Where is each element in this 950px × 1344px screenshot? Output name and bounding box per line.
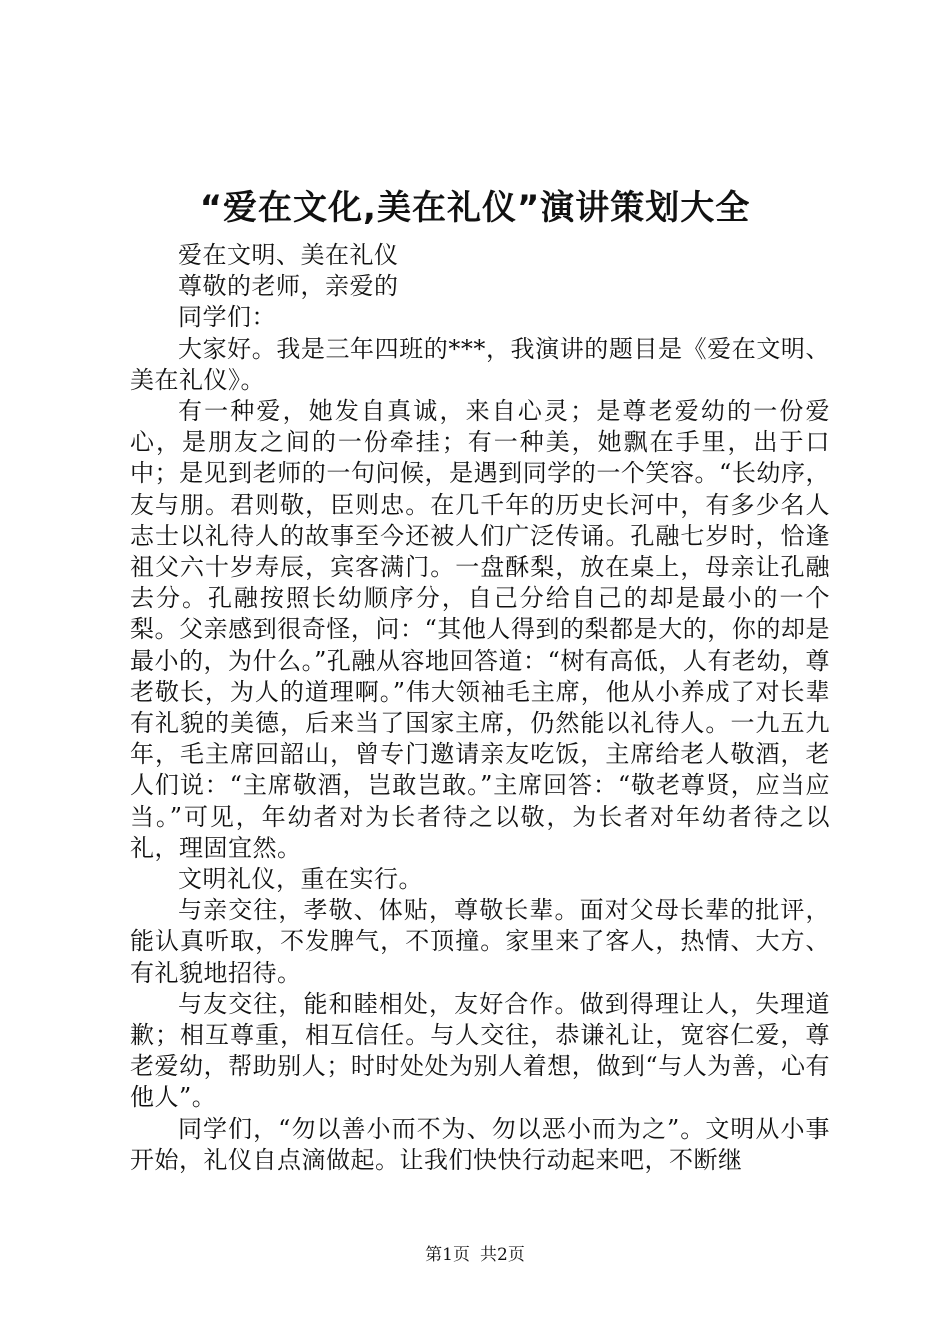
paragraph: 同学们： bbox=[178, 303, 276, 332]
paragraph: 文明礼仪，重在实行。 bbox=[178, 865, 423, 894]
paragraph: 尊敬的老师，亲爱的 bbox=[178, 272, 399, 301]
page-number: 第1页 bbox=[425, 1245, 470, 1265]
paragraph: 与友交往，能和睦相处，友好合作。做到得理让人，失理道歉；相互尊重，相互信任。与人交往，恭谦礼让，宽容仁爱，尊老爱幼，帮助别人；时时处处为别人着想，做到“与人为善，心有他人”。 bbox=[130, 989, 830, 1112]
paragraph: 同学们，“勿以善小而不为、勿以恶小而为之”。文明从小事开始，礼仪自点滴做起。让我们快快行动起来吧，不断继 bbox=[130, 1114, 830, 1174]
paragraph: 与亲交往，孝敬、体贴，尊敬长辈。面对父母长辈的批评，能认真听取，不发脾气，不顶撞。家里来了客人，热情、大方、有礼貌地招待。 bbox=[130, 896, 830, 987]
document-title: “爱在文化,美在礼仪”演讲策划大全 bbox=[199, 188, 751, 228]
paragraph: 爱在文明、美在礼仪 bbox=[178, 241, 399, 269]
page-total: 共2页 bbox=[480, 1245, 525, 1265]
document-body bbox=[130, 240, 830, 1176]
page-footer bbox=[0, 1243, 950, 1267]
paragraph: 大家好。我是三年四班的***，我演讲的题目是《爱在文明、美在礼仪》。 bbox=[130, 334, 830, 394]
paragraph: 有一种爱，她发自真诚，来自心灵；是尊老爱幼的一份爱心，是朋友之间的一份牵挂；有一种美，她飘在手里，出于口中；是见到老师的一句问候，是遇到同学的一个笑容。“长幼序，友与朋。君则敬，臣则忠。在几千年的历史长河中，有多少名人志士以礼待人的故事至今还被人们广泛传诵。孔融七岁时，恰逢祖父六十岁寿辰，宾客满门。一盘酥梨，放在桌上，母亲让孔融去分。孔融按照长幼顺序分，自己分给自己的却是最小的一个梨。父亲感到很奇怪，问：“其他人得到的梨都是大的，你的却是最小的，为什么。”孔融从容地回答道：“树有高低，人有老幼，尊老敬长，为人的道理啊。”伟大领袖毛主席，他从小养成了对长辈有礼貌的美德，后来当了国家主席，仍然能以礼待人。一九五九年，毛主席回韶山，曾专门邀请亲友吃饭，主席给老人敬酒，老人们说：“主席敬酒，岂敢岂敢。”主席回答：“敬老尊贤，应当应当。”可见，年幼者对为长者待之以敬，为长者对年幼者待之以礼，理固宜然。 bbox=[130, 397, 830, 862]
